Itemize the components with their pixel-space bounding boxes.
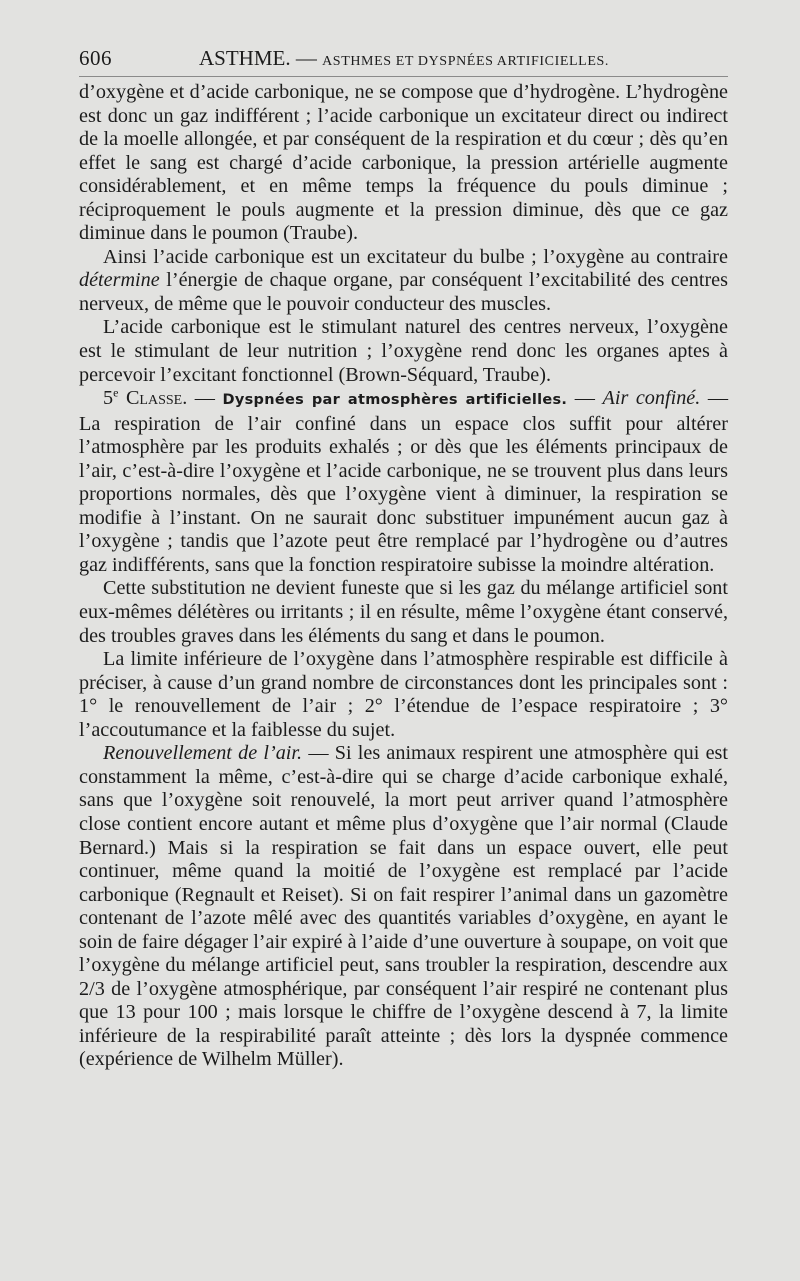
running-head-subtitle: ASTHMES ET DYSPNÉES ARTIFICIELLES. (322, 54, 609, 69)
paragraph-2-end: l’énergie de chaque organe, par conséquent l’excitabilité des centres nerveux, de même que le pouvoir conducteur des muscles. (79, 269, 728, 315)
paragraph-4 (79, 387, 728, 577)
section-heading: Dyspnées par atmosphères artificielles. (222, 392, 568, 409)
class-number-sup: e (113, 385, 119, 400)
page-header (79, 44, 728, 77)
dash-2: — (574, 387, 595, 410)
body-text (79, 81, 728, 1072)
class-number: 5 (103, 387, 114, 410)
paragraph-2-start: Ainsi l’acide carbonique est un excitateur du bulbe ; l’oxygène au contraire (103, 245, 728, 268)
subheading-air-confine: Air confiné. (602, 387, 701, 410)
page-number: 606 (79, 46, 112, 70)
emphasis-determine: détermine (79, 269, 160, 292)
paragraph-3: L’acide carbonique est le stimulant naturel des centres nerveux, l’oxygène est le stimulant de leur nutrition ; l’oxygène rend donc les organes aptes à percevoir l’excitant fonctionnel (Brown-Séquard, Traube). (79, 316, 728, 386)
running-head-dash: — (295, 46, 317, 70)
paragraph-1: d’oxygène et d’acide carbonique, ne se compose que d’hydrogène. L’hydrogène est donc un gaz indifférent ; l’acide carbonique un excitateur direct ou indirect de la moelle allongée, et par conséquent de la respiration et du cœur ; dès qu’en effet le sang est chargé d’acide carbonique, la pression artérielle augmente considérablement, et en même temps la fréquence du pouls diminue ; réciproquement le pouls augmente et la pression diminue, dès que ce gaz diminue dans le poumon (Traube). (79, 81, 728, 245)
paragraph-4-text: — La respiration de l’air confiné dans un espace clos suffit pour altérer l’atmosphère par les produits exhalés ; or dès que les éléments principaux de l’air, c’est-à-dire l’oxygène et l’acide carbonique, ne se trouvent plus dans leurs proportions normales, dès que l’oxygène vient à diminuer, la respiration se modifie à l’instant. On ne saurait donc substituer impunément aucun gaz à l’oxygène ; tandis que l’azote peut être remplacé par l’hydrogène ou d’autres gaz indifférents, sans que la fonction respiratoire subisse la moindre altération. (79, 387, 729, 576)
paragraph-6: La limite inférieure de l’oxygène dans l’atmosphère respirable est difficile à préciser, à cause d’un grand nombre de circonstances dont les principales sont : 1° le renouvellement de l’air ; 2° l’étendue de l’espace respiratoire ; 3° l’accoutumance et la faiblesse du sujet. (79, 648, 728, 741)
paragraph-2 (79, 246, 728, 317)
dash-1: — (194, 387, 215, 410)
class-label: Classe. (125, 387, 188, 410)
paragraph-7 (79, 742, 728, 1072)
subheading-renouvellement: Renouvellement de l’air. (103, 742, 303, 765)
paragraph-5: Cette substitution ne devient funeste que si les gaz du mélange artificiel sont eux-mêmes délétères ou irritants ; il en résulte, même l’oxygène étant conservé, des troubles graves dans les éléments du sang et dans le poumon. (79, 577, 728, 647)
paragraph-7-text: — Si les animaux respirent une atmosphère qui est constamment la même, c’est-à-dire qui se charge d’acide carbonique exhalé, sans que l’oxygène soit renouvelé, la mort peut arriver quand l’atmosphère close contient encore autant et même plus d’oxygène que l’air normal (Claude Bernard.) Mais si la respiration se fait dans un espace ouvert, elle peut continuer, même quand la moitié de l’oxygène est remplacé par l’acide carbonique (Regnault et Reiset). Si on fait respirer l’animal dans un gazomètre contenant de l’azote mêlé avec des quantités variables d’oxygène, en ayant le soin de faire dégager l’air expiré à l’aide d’une ouverture à soupape, on voit que l’oxygène du mélange artificiel peut, sans troubler la respiration, descendre aux 2/3 de l’oxygène atmosphérique, par conséquent l’air respiré ne contenant plus que 13 pour 100 ; mais lorsque le chiffre de l’oxygène descend à 7, la limite inférieure de la respirabilité paraît atteinte ; dès lors la dyspnée commence (expérience de Wilhelm Müller). (79, 742, 729, 1071)
running-head (199, 46, 609, 71)
running-head-title: ASTHME. (199, 46, 291, 70)
